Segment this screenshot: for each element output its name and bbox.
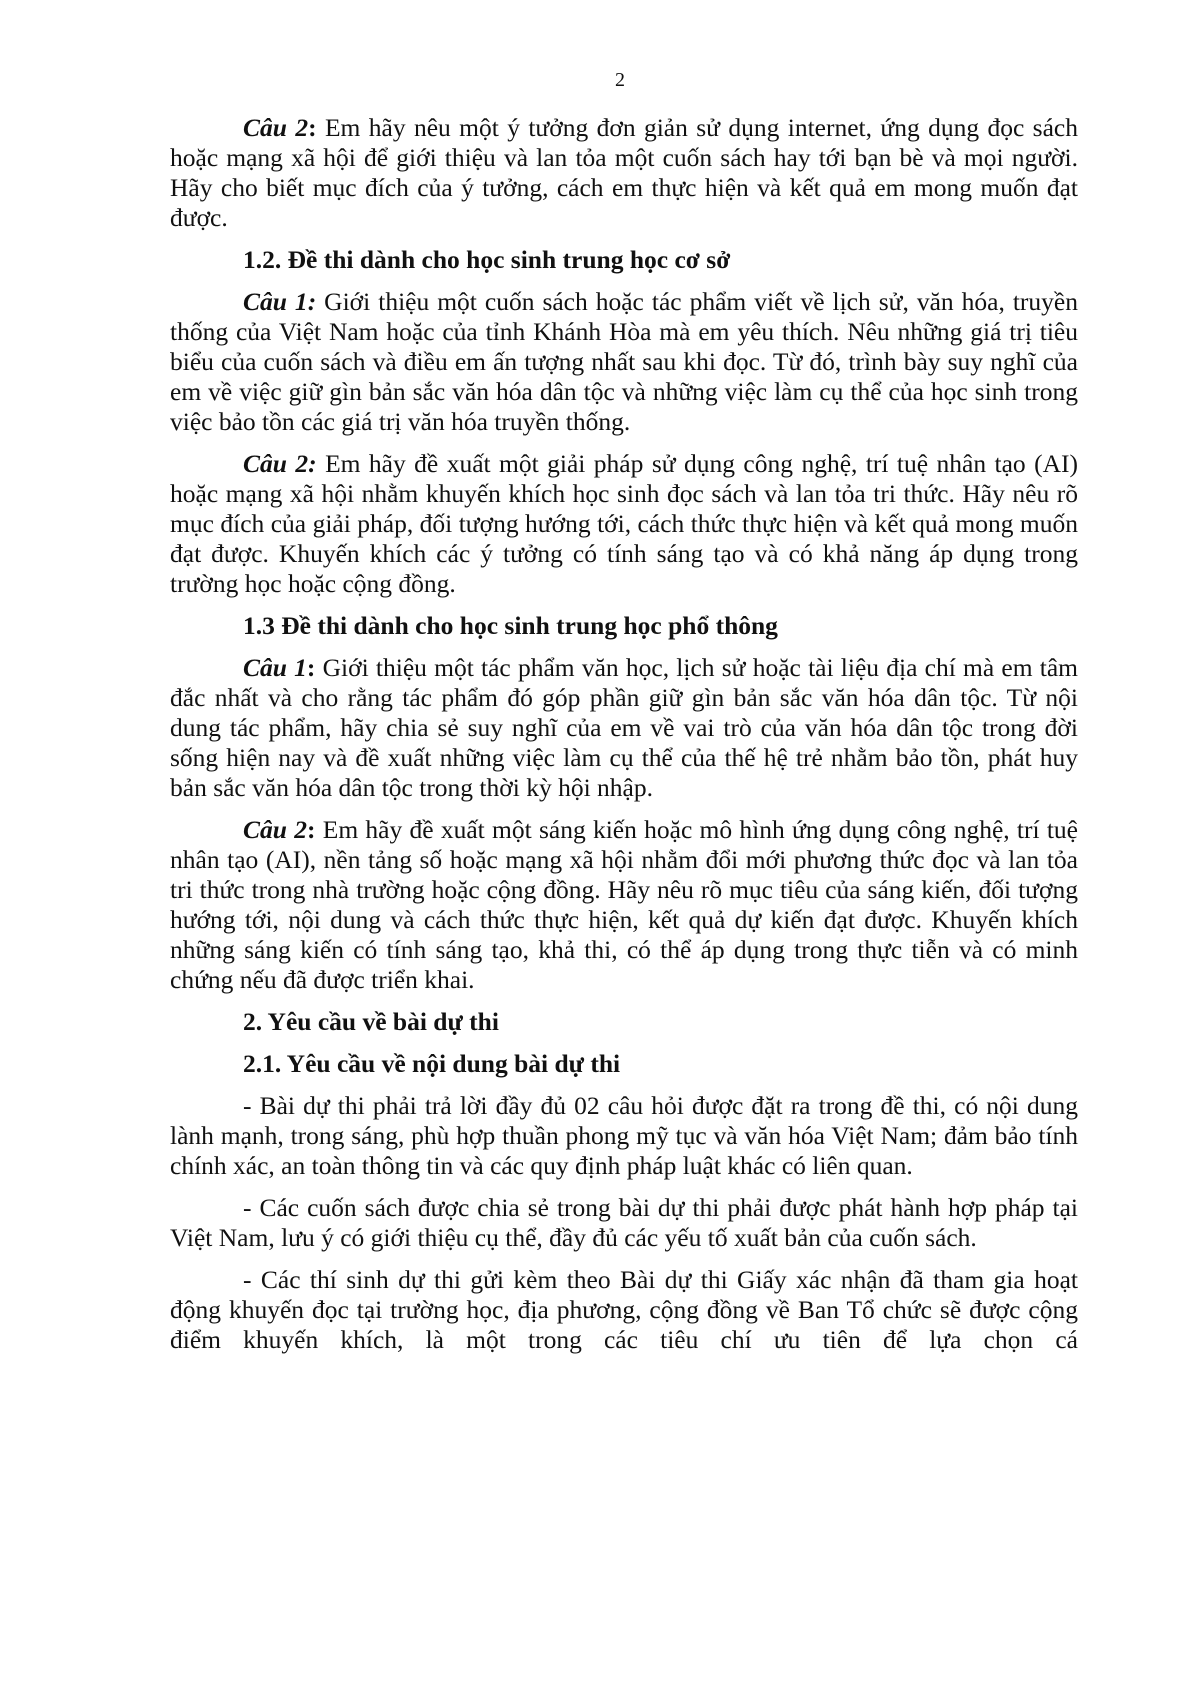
question-label: Câu 2 <box>243 449 309 478</box>
question-colon: : <box>306 653 316 682</box>
question-text: Giới thiệu một cuốn sách hoặc tác phẩm viết về lịch sử, văn hóa, truyền thống của Việt Nam hoặc của tỉnh Khánh Hòa mà em yêu thích. Nêu những giá trị tiêu biểu của cuốn sách và điều em ấn tượng nhất sau khi đọc. Từ đó, trình bày suy nghĩ của em về việc giữ gìn bản sắc văn hóa dân tộc và những việc làm cụ thể của học sinh trong việc bảo tồn các giá trị văn hóa truyền thống. <box>170 287 1078 436</box>
question-text: Em hãy nêu một ý tưởng đơn giản sử dụng internet, ứng dụng đọc sách hoặc mạng xã hội để giới thiệu và lan tỏa một cuốn sách hay tới bạn bè và mọi người. Hãy cho biết mục đích của ý tưởng, cách em thực hiện và kết quả em mong muốn đạt được. <box>170 113 1078 232</box>
question-colon: : <box>308 449 317 478</box>
question-label: Câu 2 <box>243 815 307 844</box>
section-heading: 2. Yêu cầu về bài dự thi <box>243 1007 499 1036</box>
requirement-paragraph: - Các thí sinh dự thi gửi kèm theo Bài dự thi Giấy xác nhận đã tham gia hoạt động khuyến đọc tại trường học, địa phương, cộng đồng về Ban Tổ chức sẽ được cộng điểm khuyến khích, là một trong các tiêu chí ưu tiên để lựa chọn cá <box>170 1265 1078 1354</box>
question-colon: : <box>307 287 317 316</box>
section-heading: 1.3 Đề thi dành cho học sinh trung học phổ thông <box>243 611 778 640</box>
question-colon: : <box>308 113 317 142</box>
requirement-paragraph: - Các cuốn sách được chia sẻ trong bài dự thi phải được phát hành hợp pháp tại Việt Nam, lưu ý có giới thiệu cụ thể, đầy đủ các yếu tố xuất bản của cuốn sách. <box>170 1193 1078 1252</box>
question-label: Câu 1 <box>243 287 308 316</box>
question-text: Em hãy đề xuất một giải pháp sử dụng công nghệ, trí tuệ nhân tạo (AI) hoặc mạng xã hội nhằm khuyến khích học sinh đọc sách và lan tỏa tri thức. Hãy nêu rõ mục đích của giải pháp, đối tượng hướng tới, cách thức thực hiện và kết quả mong muốn đạt được. Khuyến khích các ý tưởng có tính sáng tạo và có khả năng áp dụng trong trường học hoặc cộng đồng. <box>170 449 1078 598</box>
question-paragraph <box>170 113 1078 233</box>
question-label: Câu 1 <box>243 653 307 682</box>
question-paragraph <box>170 449 1078 599</box>
question-label: Câu 2 <box>243 113 309 142</box>
question-paragraph <box>170 287 1078 437</box>
question-colon: : <box>306 815 316 844</box>
page-content <box>170 113 1078 1367</box>
page-number: 2 <box>615 69 625 91</box>
subsection-heading: 2.1. Yêu cầu về nội dung bài dự thi <box>243 1049 621 1078</box>
question-text: Giới thiệu một tác phẩm văn học, lịch sử hoặc tài liệu địa chí mà em tâm đắc nhất và cho rằng tác phẩm đó góp phần giữ gìn bản sắc văn hóa dân tộc. Từ nội dung tác phẩm, hãy chia sẻ suy nghĩ của em về vai trò của văn hóa dân tộc trong đời sống hiện nay và đề xuất những việc làm cụ thể của thế hệ trẻ nhằm bảo tồn, phát huy bản sắc văn hóa dân tộc trong thời kỳ hội nhập. <box>170 653 1078 802</box>
question-paragraph <box>170 815 1078 995</box>
question-text: Em hãy đề xuất một sáng kiến hoặc mô hình ứng dụng công nghệ, trí tuệ nhân tạo (AI), nền tảng số hoặc mạng xã hội nhằm đổi mới phương thức đọc và lan tỏa tri thức trong nhà trường hoặc cộng đồng. Hãy nêu rõ mục tiêu của sáng kiến, đối tượng hướng tới, nội dung và cách thức thực hiện, kết quả dự kiến đạt được. Khuyến khích những sáng kiến có tính sáng tạo, khả thi, có thể áp dụng trong thực tiễn và có minh chứng nếu đã được triển khai. <box>170 815 1078 994</box>
question-paragraph <box>170 653 1078 803</box>
section-heading: 1.2. Đề thi dành cho học sinh trung học cơ sở <box>243 245 731 274</box>
requirement-paragraph: - Bài dự thi phải trả lời đầy đủ 02 câu hỏi được đặt ra trong đề thi, có nội dung lành mạnh, trong sáng, phù hợp thuần phong mỹ tục và văn hóa Việt Nam; đảm bảo tính chính xác, an toàn thông tin và các quy định pháp luật khác có liên quan. <box>170 1091 1078 1180</box>
